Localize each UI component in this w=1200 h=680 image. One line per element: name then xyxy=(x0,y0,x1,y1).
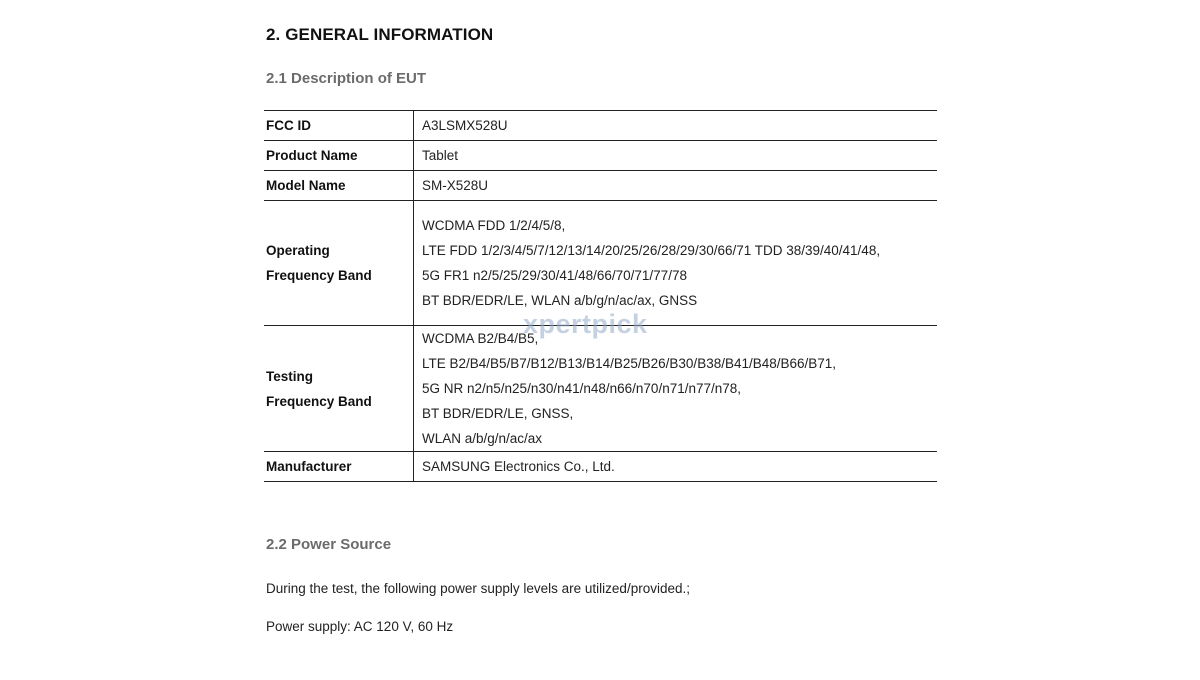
subsection-title-power-source: 2.2 Power Source xyxy=(266,536,392,553)
operating-band-line: 5G FR1 n2/5/25/29/30/41/48/66/70/71/77/78 xyxy=(422,268,687,283)
operating-band-line: WCDMA FDD 1/2/4/5/8, xyxy=(422,218,566,233)
testing-band-label-line1: Testing xyxy=(266,368,313,384)
fcc-id-value: A3LSMX528U xyxy=(414,111,938,141)
eut-description-table xyxy=(264,110,937,482)
model-name-label: Model Name xyxy=(264,171,414,201)
subsection-title-eut: 2.1 Description of EUT xyxy=(266,70,427,87)
testing-band-line: BT BDR/EDR/LE, GNSS, xyxy=(422,406,574,421)
manufacturer-label: Manufacturer xyxy=(264,452,414,482)
table-row-fcc-id xyxy=(264,111,937,141)
testing-band-label-line2: Frequency Band xyxy=(266,393,372,409)
operating-band-value xyxy=(414,201,938,326)
testing-band-line: WLAN a/b/g/n/ac/ax xyxy=(422,431,543,446)
operating-band-line: LTE FDD 1/2/3/4/5/7/12/13/14/20/25/26/28/29/30/66/71 TDD 38/39/40/41/48, xyxy=(422,243,881,258)
table-row-manufacturer xyxy=(264,452,937,482)
watermark-text: xpertpick xyxy=(523,309,648,339)
operating-band-label-line1: Operating xyxy=(266,243,330,258)
power-supply-text: Power supply: AC 120 V, 60 Hz xyxy=(266,619,454,634)
section-title: 2. GENERAL INFORMATION xyxy=(266,25,494,44)
testing-band-line: 5G NR n2/n5/n25/n30/n41/n48/n66/n70/n71/n77/n78, xyxy=(422,381,742,396)
testing-band-line: LTE B2/B4/B5/B7/B12/B13/B14/B25/B26/B30/B38/B41/B48/B66/B71, xyxy=(422,356,837,371)
operating-band-label-line2: Frequency Band xyxy=(266,268,372,283)
table-row-model-name xyxy=(264,171,937,201)
power-intro-text: During the test, the following power supply levels are utilized/provided.; xyxy=(266,581,690,596)
testing-band-label xyxy=(264,326,414,452)
operating-band-line: BT BDR/EDR/LE, WLAN a/b/g/n/ac/ax, GNSS xyxy=(422,293,698,308)
product-name-label: Product Name xyxy=(264,141,414,171)
fcc-id-label: FCC ID xyxy=(264,111,414,141)
table-row-product-name xyxy=(264,141,937,171)
manufacturer-value: SAMSUNG Electronics Co., Ltd. xyxy=(414,452,938,482)
table-row-testing-frequency-band xyxy=(264,326,937,452)
operating-band-label xyxy=(264,201,414,326)
model-name-value: SM-X528U xyxy=(414,171,938,201)
table-row-operating-frequency-band xyxy=(264,201,937,326)
product-name-value: Tablet xyxy=(414,141,938,171)
testing-band-line: WCDMA B2/B4/B5, xyxy=(422,331,539,346)
testing-band-value xyxy=(414,326,938,452)
